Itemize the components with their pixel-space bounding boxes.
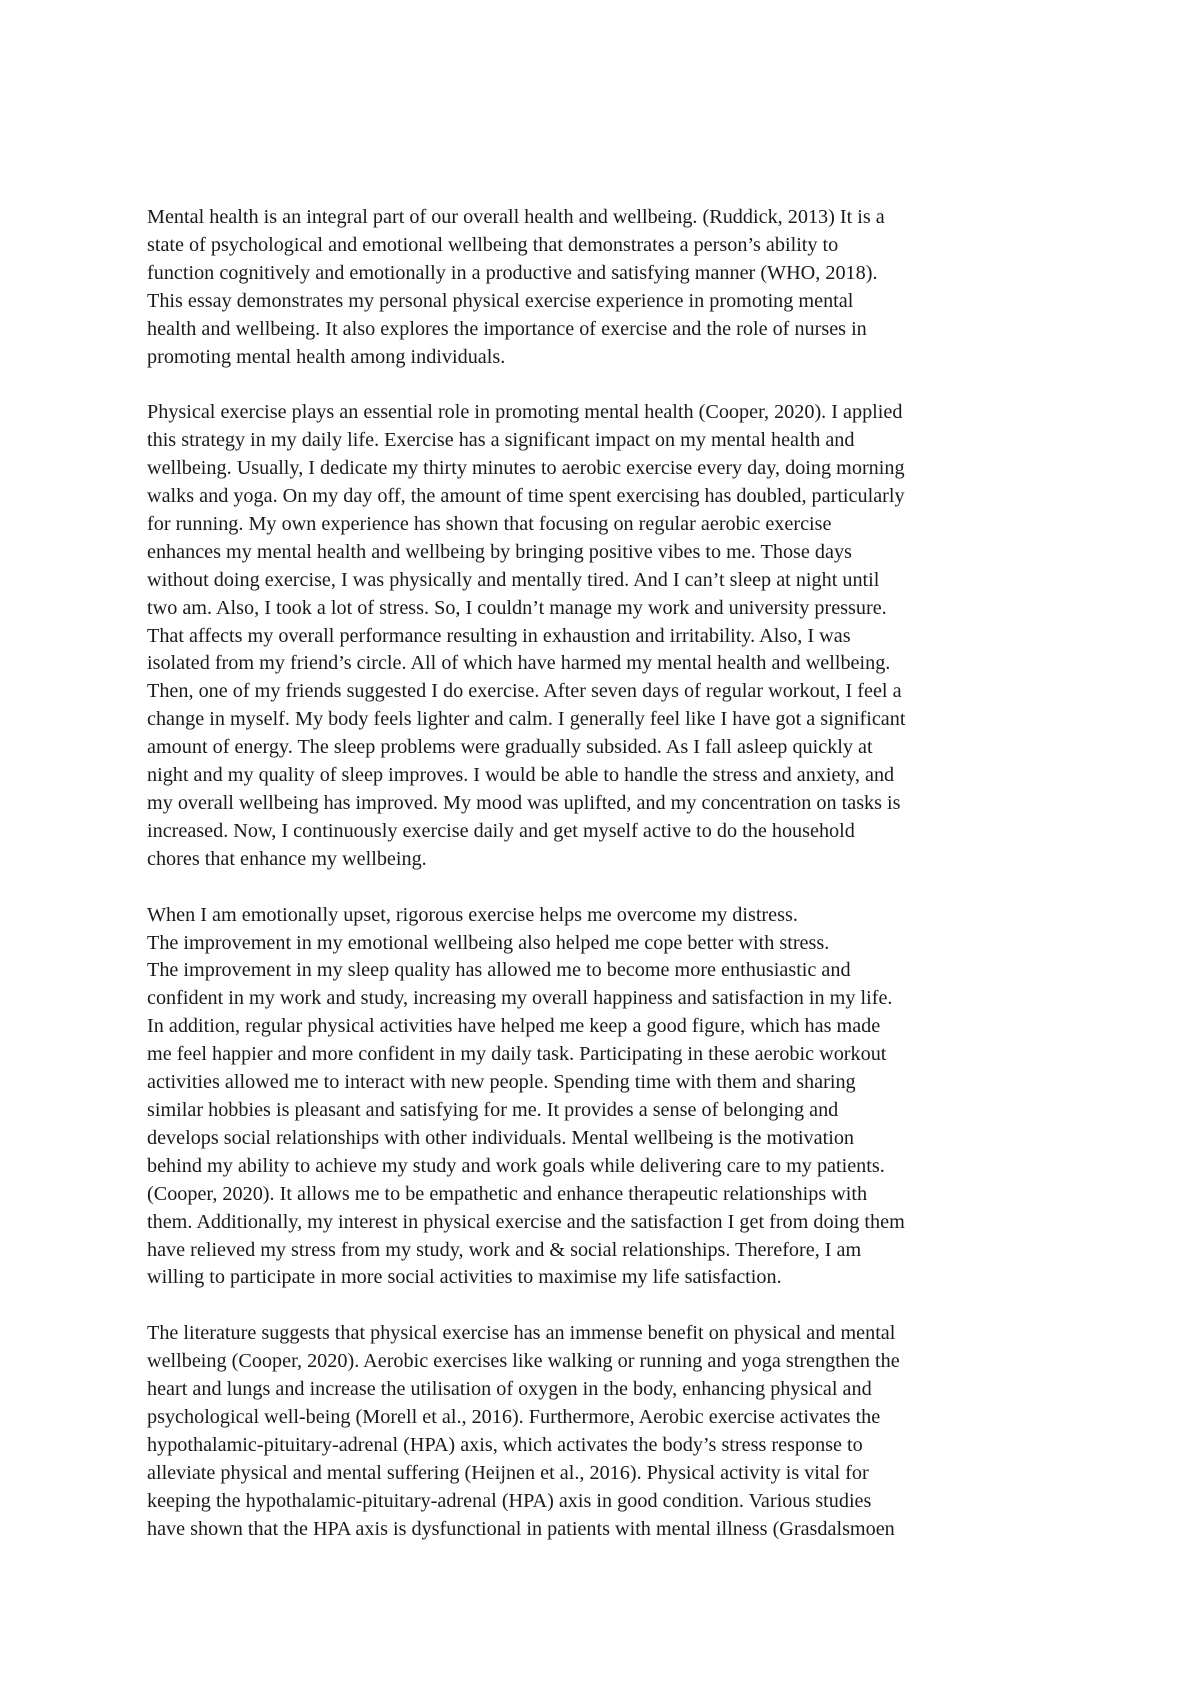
text-line: activities allowed me to interact with new people. Spending time with them and sharing [147, 1071, 856, 1094]
text-line: two am. Also, I took a lot of stress. So, I couldn’t manage my work and university pressure. [147, 596, 887, 619]
text-line: Physical exercise plays an essential role in promoting mental health (Cooper, 2020). I applied [147, 401, 903, 424]
text-line: willing to participate in more social activities to maximise my life satisfaction. [147, 1266, 782, 1289]
text-line: have shown that the HPA axis is dysfunctional in patients with mental illness (Grasdalsmoen [147, 1517, 895, 1540]
text-line: amount of energy. The sleep problems were gradually subsided. As I fall asleep quickly at [147, 736, 873, 759]
text-line: similar hobbies is pleasant and satisfying for me. It provides a sense of belonging and [147, 1098, 839, 1121]
text-line: (Cooper, 2020). It allows me to be empathetic and enhance therapeutic relationships with [147, 1182, 868, 1205]
text-line: When I am emotionally upset, rigorous exercise helps me overcome my distress. [147, 903, 798, 926]
text-line: keeping the hypothalamic-pituitary-adrenal (HPA) axis in good condition. Various studies [147, 1489, 872, 1512]
text-line: increased. Now, I continuously exercise daily and get myself active to do the household [147, 819, 855, 842]
text-line: hypothalamic-pituitary-adrenal (HPA) axis, which activates the body’s stress response to [147, 1433, 863, 1456]
paragraph-personal-experience [147, 399, 1077, 873]
text-line: have relieved my stress from my study, work and & social relationships. Therefore, I am [147, 1238, 862, 1261]
text-line: state of psychological and emotional wellbeing that demonstrates a person’s ability to [147, 233, 839, 256]
text-line: The improvement in my emotional wellbeing also helped me cope better with stress. [147, 931, 830, 954]
text-line: In addition, regular physical activities have helped me keep a good figure, which has made [147, 1015, 881, 1038]
text-line: this strategy in my daily life. Exercise has a significant impact on my mental health and [147, 429, 855, 452]
text-line: health and wellbeing. It also explores the importance of exercise and the role of nurses in [147, 317, 867, 340]
text-line: them. Additionally, my interest in physical exercise and the satisfaction I get from doing them [147, 1210, 905, 1233]
text-line: Then, one of my friends suggested I do exercise. After seven days of regular workout, I feel a [147, 680, 902, 703]
text-line: This essay demonstrates my personal physical exercise experience in promoting mental [147, 289, 854, 312]
text-line: The literature suggests that physical exercise has an immense benefit on physical and mental [147, 1322, 896, 1345]
text-line: That affects my overall performance resulting in exhaustion and irritability. Also, I was [147, 624, 851, 647]
text-line: walks and yoga. On my day off, the amount of time spent exercising has doubled, particularly [147, 485, 905, 508]
text-line: without doing exercise, I was physically and mentally tired. And I can’t sleep at night until [147, 568, 880, 591]
text-line: chores that enhance my wellbeing. [147, 847, 427, 870]
text-line: psychological well-being (Morell et al., 2016). Furthermore, Aerobic exercise activates the [147, 1405, 881, 1428]
text-line: Mental health is an integral part of our overall health and wellbeing. (Ruddick, 2013) It is a [147, 206, 885, 228]
text-line: enhances my mental health and wellbeing by bringing positive vibes to me. Those days [147, 540, 852, 563]
paragraph-emotional-wellbeing [147, 902, 1077, 1293]
text-line: isolated from my friend’s circle. All of which have harmed my mental health and wellbeing. [147, 652, 891, 675]
text-line: my overall wellbeing has improved. My mood was uplifted, and my concentration on tasks is [147, 792, 901, 815]
text-line: for running. My own experience has shown that focusing on regular aerobic exercise [147, 512, 832, 535]
text-line: confident in my work and study, increasing my overall happiness and satisfaction in my life. [147, 987, 893, 1010]
essay-body [147, 204, 1077, 1571]
text-line: heart and lungs and increase the utilisation of oxygen in the body, enhancing physical and [147, 1378, 872, 1401]
paragraph-introduction [147, 204, 1077, 371]
paragraph-literature [147, 1320, 1077, 1543]
text-line: promoting mental health among individuals. [147, 345, 506, 368]
text-line: The improvement in my sleep quality has allowed me to become more enthusiastic and [147, 959, 851, 982]
text-line: function cognitively and emotionally in a productive and satisfying manner (WHO, 2018). [147, 261, 878, 284]
text-line: develops social relationships with other individuals. Mental wellbeing is the motivation [147, 1126, 855, 1149]
text-line: night and my quality of sleep improves. I would be able to handle the stress and anxiety, and [147, 764, 895, 787]
text-line: alleviate physical and mental suffering (Heijnen et al., 2016). Physical activity is vital for [147, 1461, 869, 1484]
text-line: wellbeing. Usually, I dedicate my thirty minutes to aerobic exercise every day, doing morning [147, 457, 905, 480]
text-line: wellbeing (Cooper, 2020). Aerobic exercises like walking or running and yoga strengthen the [147, 1350, 900, 1373]
text-line: me feel happier and more confident in my daily task. Participating in these aerobic workout [147, 1043, 887, 1066]
text-line: change in myself. My body feels lighter and calm. I generally feel like I have got a significant [147, 708, 906, 731]
text-line: behind my ability to achieve my study and work goals while delivering care to my patients. [147, 1154, 885, 1177]
